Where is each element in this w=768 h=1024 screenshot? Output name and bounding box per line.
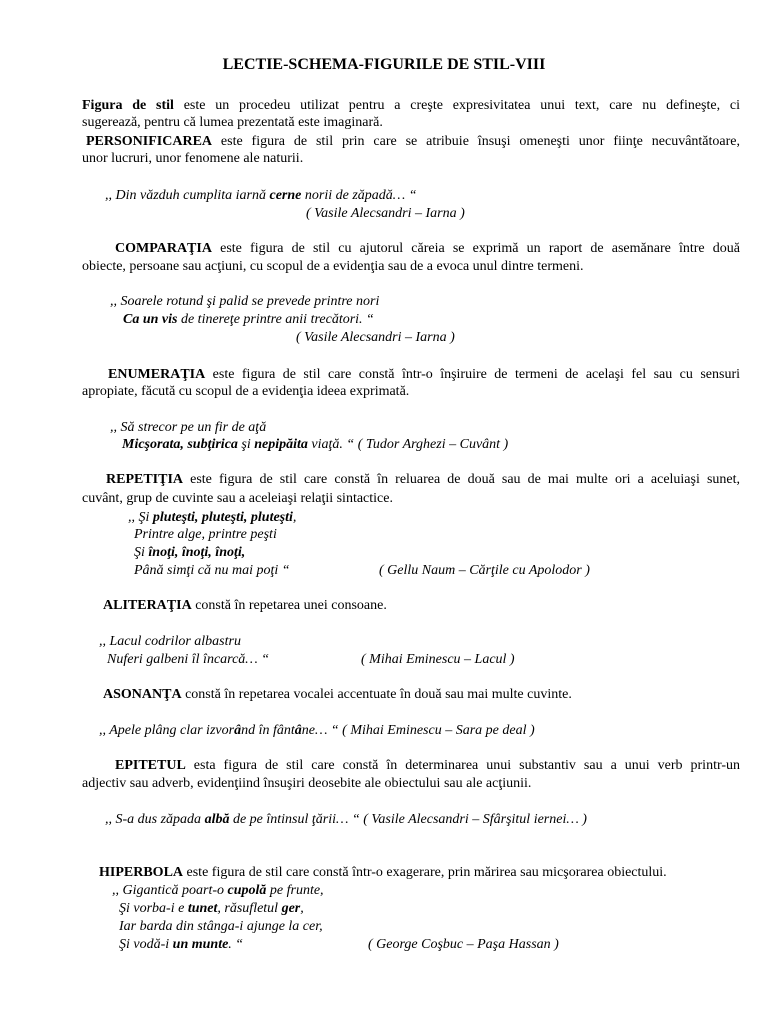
term-comparatia: COMPARAŢIA — [115, 241, 212, 256]
epitetul-line-1 — [115, 757, 740, 774]
example-text: , răsufletul — [217, 901, 282, 916]
hiperbola-example-3: Iar barda din stânga-i ajunge la cer, — [119, 919, 323, 934]
aliteratia-source: ( Mihai Eminescu – Lacul ) — [361, 652, 515, 667]
repetitia-example-3 — [134, 544, 245, 561]
epitetul-example — [105, 811, 587, 828]
example-text: de pe întinsul ţării… “ ( Vasile Alecsandri – Sfârşitul iernei… ) — [229, 812, 587, 827]
enumeratia-example-1: ,, Să strecor pe un fir de aţă — [110, 420, 267, 435]
hiperbola-text-1: este figura de stil care constă într-o exagerare, prin mărirea sau micşorarea obiectului. — [183, 865, 667, 880]
repetitia-source: ( Gellu Naum – Cărţile cu Apolodor ) — [379, 563, 590, 578]
hiperbola-source: ( George Coşbuc – Paşa Hassan ) — [368, 937, 559, 952]
hiperbola-example-4 — [119, 936, 243, 953]
example-text: ,, Şi — [128, 510, 153, 525]
hiperbola-example-1 — [112, 882, 324, 899]
term-personificarea: PERSONIFICAREA — [86, 134, 213, 149]
example-text: pe frunte, — [266, 883, 324, 898]
example-highlight: â — [234, 723, 242, 738]
example-highlight: albă — [204, 812, 230, 827]
example-text: ,, Apele plâng clar izvor — [99, 723, 235, 738]
aliteratia-text-1: constă în repetarea unei consoane. — [191, 598, 387, 613]
example-text: Şi vodă-i — [119, 937, 173, 952]
example-text: ,, S-a dus zăpada — [105, 812, 205, 827]
example-highlight: tunet — [187, 901, 218, 916]
page-title: LECTIE-SCHEMA-FIGURILE DE STIL-VIII — [222, 56, 546, 73]
intro-line-2: sugerează, pentru că lumea prezentată este imaginară. — [82, 115, 383, 130]
enumeratia-line-2: apropiate, făcută cu scopul de a evidenţia ideea exprimată. — [82, 384, 410, 399]
example-highlight: înoţi, înoţi, înoţi, — [148, 545, 246, 560]
intro-line-1 — [82, 97, 740, 114]
example-text: şi — [237, 437, 255, 452]
comparatia-source: ( Vasile Alecsandri – Iarna ) — [296, 330, 455, 345]
repetitia-line-1 — [106, 471, 740, 488]
aliteratia-line-1 — [103, 597, 387, 614]
example-highlight: cupolă — [227, 883, 267, 898]
enumeratia-text-1: este figura de stil care constă într-o înşiruire de termeni de acelaşi fel sau cu sensuri — [205, 367, 740, 382]
example-highlight: cerne — [269, 188, 302, 203]
repetitia-line-2: cuvânt, grup de cuvinte sau a aceleiaşi relaţii sintactice. — [82, 491, 393, 506]
repetitia-example-4: Până simţi că nu mai poţi “ — [134, 563, 290, 578]
example-text: , — [292, 510, 297, 525]
example-text: Şi — [134, 545, 149, 560]
asonanta-line-1 — [103, 686, 572, 703]
enumeratia-line-1 — [108, 366, 740, 383]
enumeratia-example-2 — [122, 436, 508, 453]
example-text: viaţă. “ ( Tudor Arghezi – Cuvânt ) — [307, 437, 509, 452]
repetitia-example-2: Printre alge, printre peşti — [134, 527, 277, 542]
example-highlight: un munte — [172, 937, 229, 952]
comparatia-line-1 — [115, 240, 740, 257]
example-text: , — [300, 901, 304, 916]
example-text: ,, Din văzduh cumplita iarnă — [105, 188, 270, 203]
term-epitetul: EPITETUL — [115, 758, 186, 773]
term-hiperbola: HIPERBOLA — [99, 865, 184, 880]
example-highlight: Ca un vis — [123, 312, 178, 327]
epitetul-text-1: esta figura de stil care constă în determinarea unui substantiv sau a unui verb printr-un — [185, 758, 740, 773]
example-text: ,, Gigantică poart-o — [112, 883, 228, 898]
comparatia-line-2: obiecte, persoane sau acţiuni, cu scopul de a evidenţia sau de a evoca unul dintre termeni. — [82, 259, 584, 274]
term-enumeratia: ENUMERAŢIA — [108, 367, 206, 382]
term-figura-de-stil: Figura de stil — [82, 98, 174, 113]
personificarea-text-1: este figura de stil prin care se atribuie însuşi omeneşti unor fiinţe necuvântătoare, — [212, 134, 740, 149]
personificarea-line-1 — [86, 133, 740, 150]
intro-text-1: este un procedeu utilizat pentru a creşte expresivitatea unui text, care nu defineşte, ci — [173, 98, 740, 113]
example-text: norii de zăpadă… “ — [301, 188, 417, 203]
aliteratia-example-2: Nuferi galbeni îl încarcă… “ — [107, 652, 270, 667]
example-highlight: Micşorata, subţirica — [122, 437, 238, 452]
term-repetitia: REPETIŢIA — [106, 472, 184, 487]
personificarea-source: ( Vasile Alecsandri – Iarna ) — [306, 206, 465, 221]
example-highlight: nepipăita — [254, 437, 308, 452]
asonanta-text-1: constă în repetarea vocalei accentuate în două sau mai multe cuvinte. — [181, 687, 572, 702]
hiperbola-example-2 — [119, 900, 304, 917]
example-text: de tinereţe printre anii trecători. “ — [177, 312, 374, 327]
personificarea-line-2: unor lucruri, unor fenomene ale naturii. — [82, 151, 304, 166]
term-aliteratia: ALITERAŢIA — [103, 598, 192, 613]
example-highlight: â — [294, 723, 302, 738]
term-asonanta: ASONANŢA — [103, 687, 182, 702]
asonanta-example — [99, 722, 535, 739]
personificarea-example — [105, 187, 417, 204]
example-text: nd în fânt — [241, 723, 295, 738]
comparatia-example-1: ,, Soarele rotund şi palid se prevede printre nori — [110, 294, 380, 309]
example-text: . “ — [228, 937, 244, 952]
example-highlight: ger — [281, 901, 301, 916]
example-highlight: pluteşti, pluteşti, pluteşti — [152, 510, 293, 525]
hiperbola-line-1 — [99, 864, 667, 881]
aliteratia-example-1: ,, Lacul codrilor albastru — [99, 634, 241, 649]
repetitia-text-1: este figura de stil care constă în reluarea de două sau de mai multe ori a aceluiaşi sunet, — [183, 472, 740, 487]
repetitia-example-1 — [128, 509, 296, 526]
comparatia-text-1: este figura de stil cu ajutorul căreia se exprimă un raport de asemănare între două — [211, 241, 740, 256]
comparatia-example-2 — [123, 311, 374, 328]
epitetul-line-2: adjectiv sau adverb, evidenţiind însuşiri deosebite ale obiectului sau ale acţiunii. — [82, 776, 532, 791]
example-text: Şi vorba-i e — [119, 901, 188, 916]
example-text: ne… “ ( Mihai Eminescu – Sara pe deal ) — [301, 723, 535, 738]
